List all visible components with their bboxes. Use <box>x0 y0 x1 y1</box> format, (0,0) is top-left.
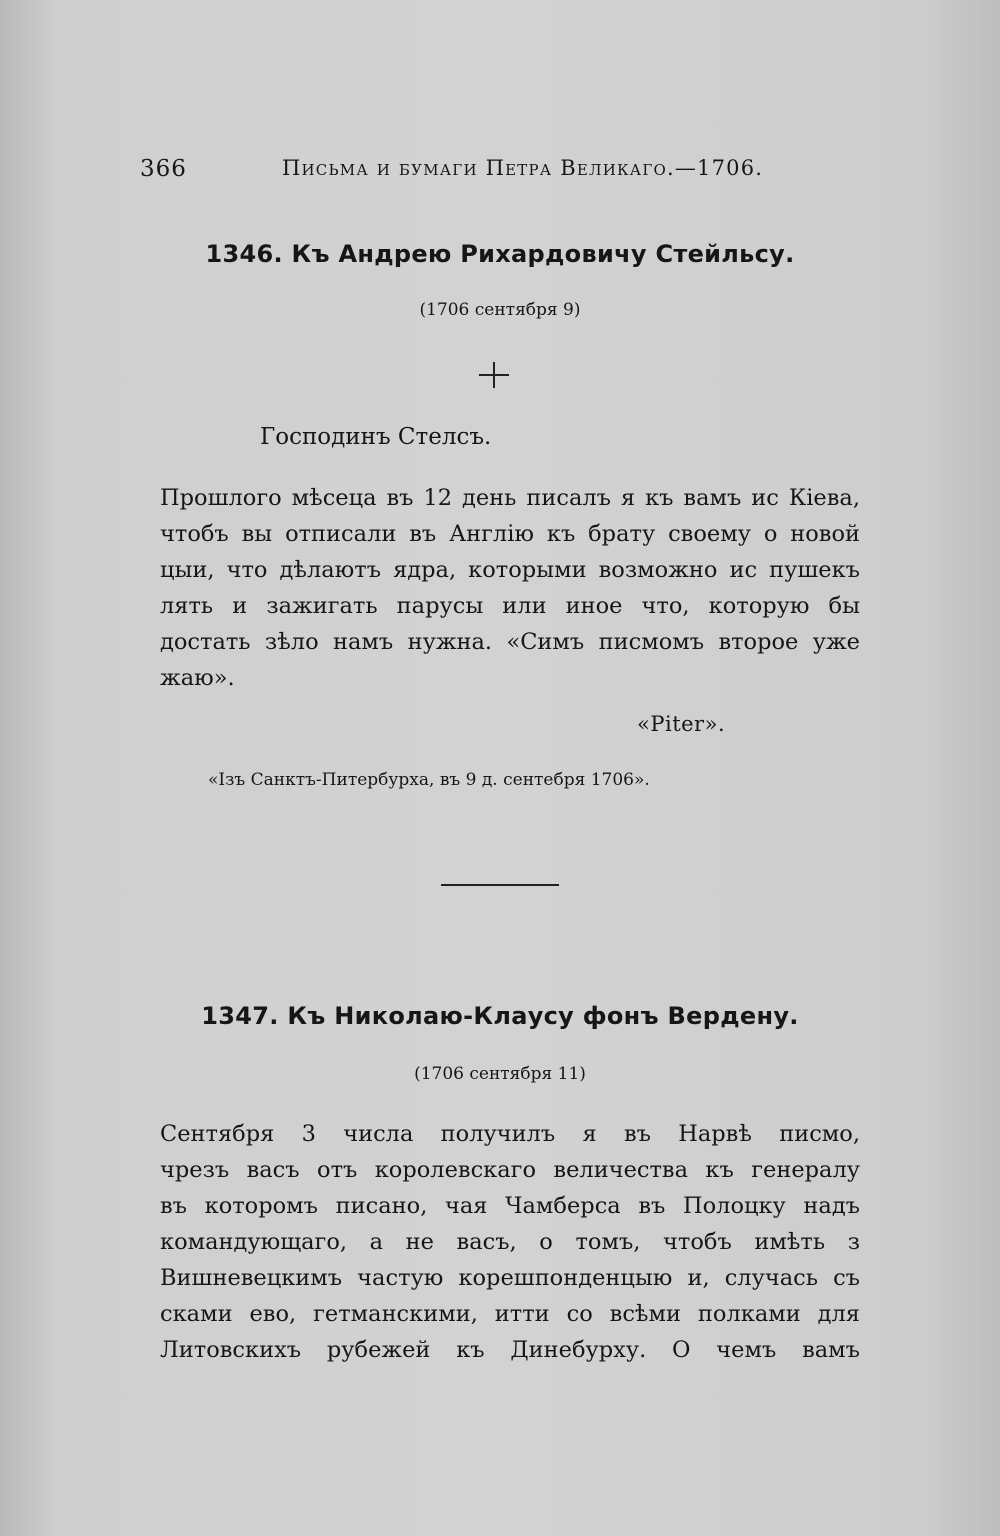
letter-1347-line-1: Сентября 3 числа получилъ я въ Нарвѣ писмо, <box>160 1121 860 1147</box>
section-divider <box>441 884 559 886</box>
letter-1347-date: (1706 сентября 11) <box>414 1064 586 1084</box>
letter-1347-line-5: Вишневецкимъ частую корешпонденцыю и, случась съ <box>160 1265 860 1291</box>
letter-1347-heading: 1347. Къ Николаю-Клаусу фонъ Вердену. <box>201 1002 799 1030</box>
letter-1346-line-5: достать зѣло намъ нужна. «Симъ писмомъ второе уже <box>160 629 860 655</box>
letter-1347-line-2: чрезъ васъ отъ королевскаго величества къ генералу <box>160 1157 860 1183</box>
salutation: Господинъ Стелсъ. <box>260 424 492 450</box>
signature: «Piter». <box>637 712 726 736</box>
letter-1347-line-6: сками ево, гетманскими, итти со всѣми полками для <box>160 1301 860 1327</box>
page-number: 366 <box>140 156 187 182</box>
letter-1347-line-7: Литовскихъ рубежей къ Динебурху. О чемъ вамъ <box>160 1337 860 1363</box>
letter-1346-line-1: Прошлого мѣсеца въ 12 день писалъ я къ вамъ ис Кіева, <box>160 485 860 511</box>
letter-1346-heading: 1346. Къ Андрею Рихардовичу Стейльсу. <box>205 240 795 268</box>
running-head: Письма и бумаги Петра Великаго.—1706. <box>282 156 764 180</box>
place-date-line: «Ізъ Санктъ-Питербурха, въ 9 д. сентебря 1706». <box>208 770 650 790</box>
letter-1346-line-6: жаю». <box>160 665 235 691</box>
letter-1346-line-2: чтобъ вы отписали въ Англію къ брату своему о новой <box>160 521 860 547</box>
letter-1347-line-4: командующаго, а не васъ, о томъ, чтобъ имѣть з <box>160 1229 860 1255</box>
letter-1346-line-4: лять и зажигать парусы или иное что, которую бы <box>160 593 860 619</box>
letter-1347-line-3: въ которомъ писано, чая Чамберса въ Полоцку надъ <box>160 1193 860 1219</box>
cross-icon <box>479 362 509 388</box>
letter-1346-date: (1706 сентября 9) <box>419 300 581 320</box>
letter-1346-line-3: цыи, что дѣлаютъ ядра, которыми возможно ис пушекъ <box>160 557 860 583</box>
